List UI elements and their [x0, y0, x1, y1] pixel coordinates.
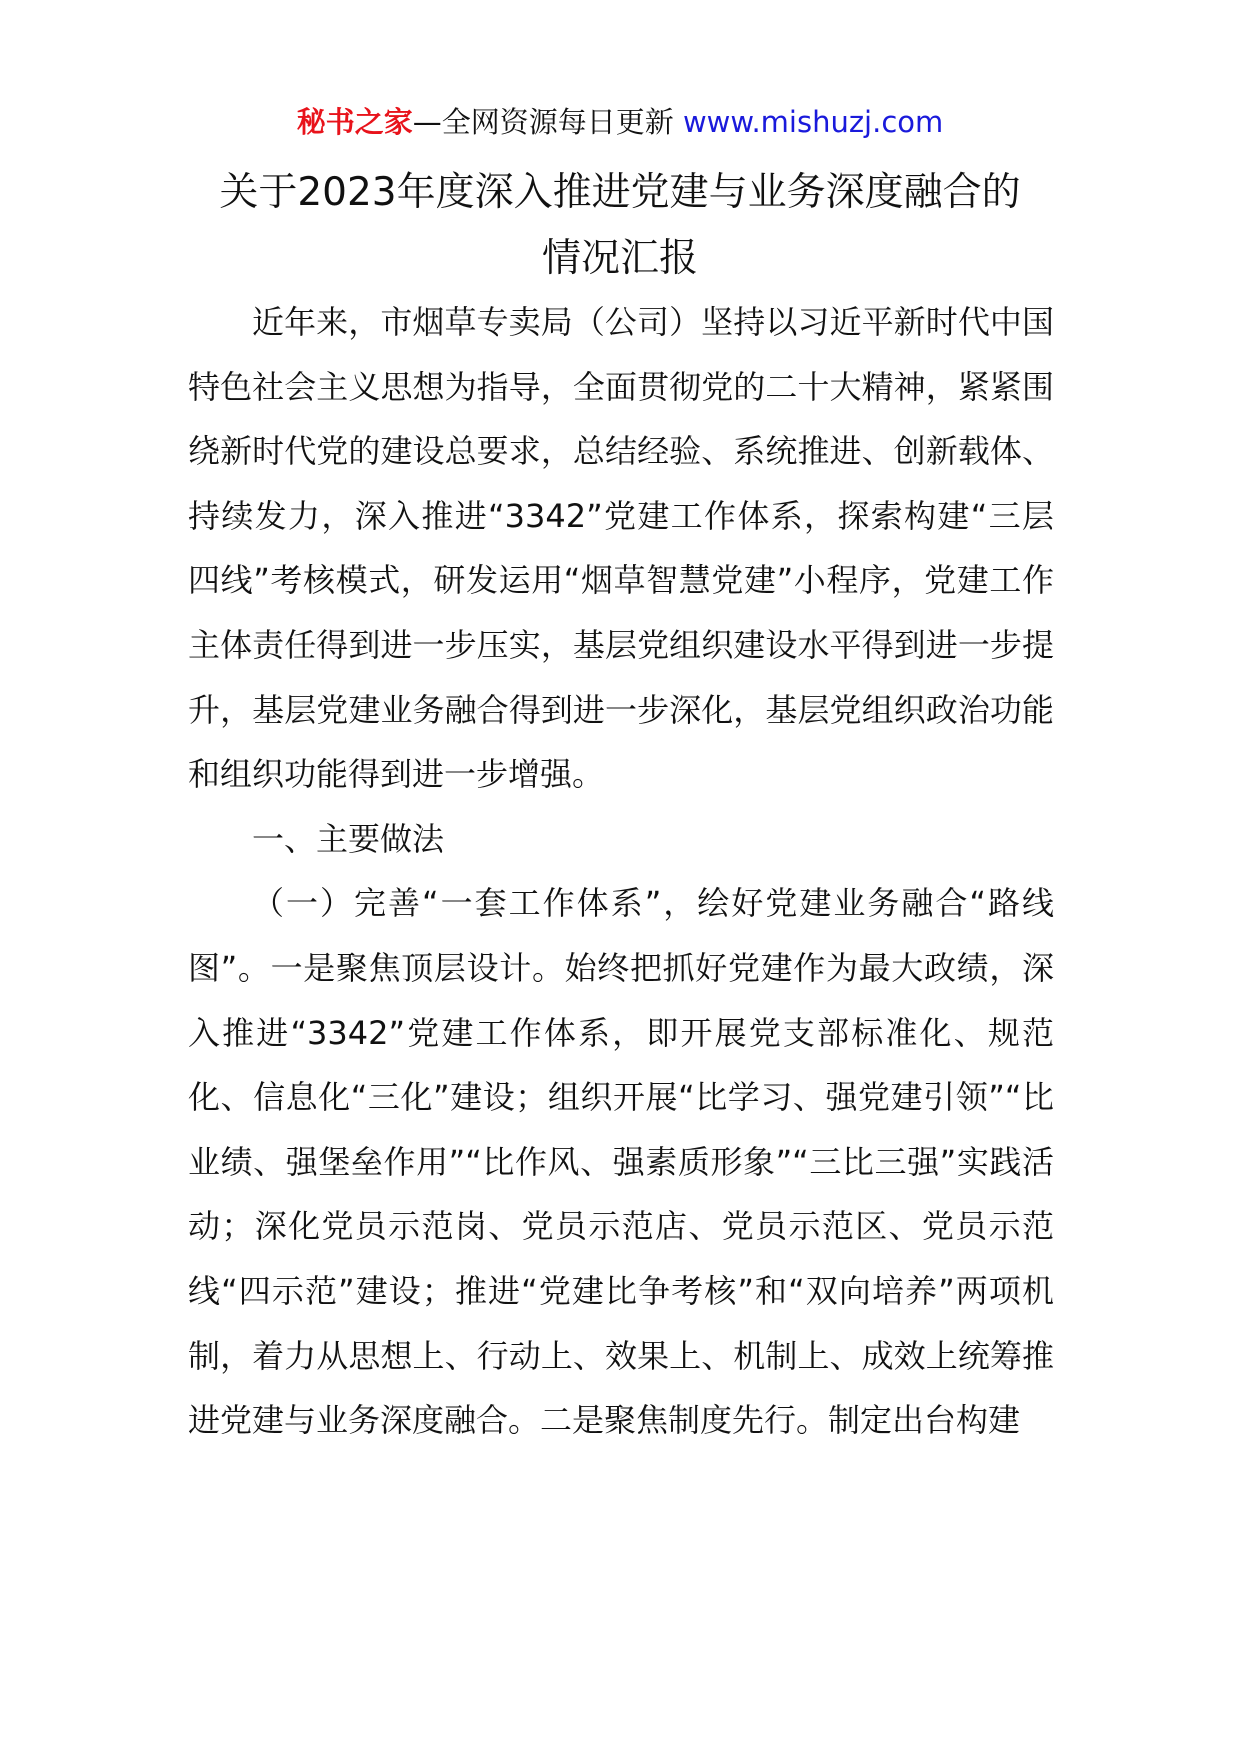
- title-line-2: 情况汇报: [541, 236, 698, 281]
- title-line-1: 关于2023年度深入推进党建与业务深度融合的: [219, 170, 1021, 215]
- intro-paragraph: 近年来，市烟草专卖局（公司）坚持以习近平新时代中国特色社会主义思想为指导，全面贯彻党的二十大精神，紧紧围绕新时代党的建设总要求，总结经验、系统推进、创新载体、持续发力，深入推进“3342”党建工作体系，探索构建“三层四线”考核模式，研发运用“烟草智慧党建”小程序，党建工作主体责任得到进一步压实，基层党组织建设水平得到进一步提升，基层党建业务融合得到进一步深化，基层党组织政治功能和组织功能得到进一步增强。: [188, 303, 1054, 794]
- section-heading: 一、主要做法: [252, 819, 445, 858]
- document-body: [188, 290, 1054, 1453]
- brand-name: 秘书之家: [296, 105, 413, 139]
- header-tagline: —全网资源每日更新: [412, 105, 674, 139]
- site-url-link[interactable]: www.mishuzj.com: [682, 105, 944, 139]
- site-header: [0, 102, 1240, 142]
- section-paragraph: （一）完善“一套工作体系”，绘好党建业务融合“路线图”。一是聚焦顶层设计。始终把抓好党建作为最大政绩，深入推进“3342”党建工作体系，即开展党支部标准化、规范化、信息化“三化”建设；组织开展“比学习、强党建引领”“比业绩、强堡垒作用”“比作风、强素质形象”“三比三强”实践活动；深化党员示范岗、党员示范店、党员示范区、党员示范线“四示范”建设；推进“党建比争考核”和“双向培养”两项机制，着力从思想上、行动上、效果上、机制上、成效上统筹推进党建与业务深度融合。二是聚焦制度先行。制定出台构建: [188, 884, 1054, 1440]
- document-title: [150, 160, 1090, 292]
